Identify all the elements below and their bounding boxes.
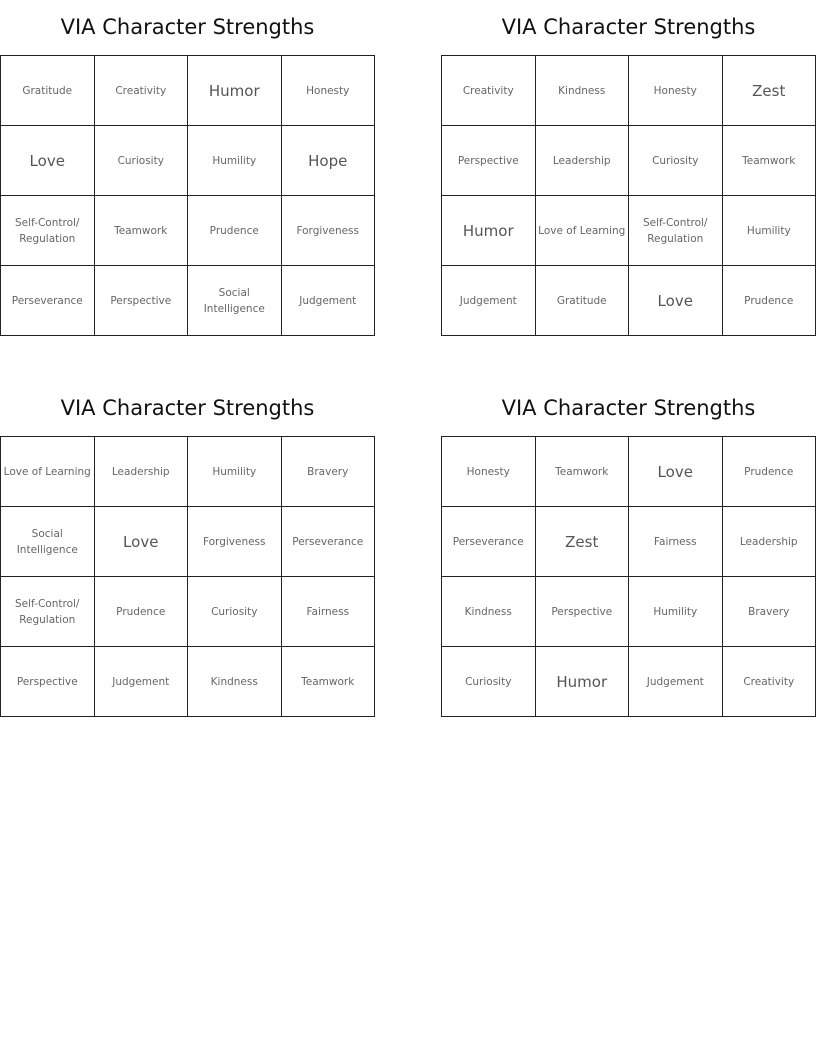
grid-cell: Social Intelligence [1,507,95,577]
grid-cell: Judgement [629,647,723,717]
card-title: VIA Character Strengths [60,396,315,420]
grid-cell: Honesty [282,56,376,126]
grid-cell: Self-Control/ Regulation [1,196,95,266]
grid-cell: Humility [629,577,723,647]
grid-cell: Creativity [442,56,536,126]
grid-cell: Honesty [629,56,723,126]
grid-cell: Kindness [188,647,282,717]
bingo-card-2 [441,0,816,336]
grid-cell: Curiosity [629,126,723,196]
grid-cell: Judgement [282,266,376,336]
bingo-card-4 [441,381,816,717]
grid-cell: Social Intelligence [188,266,282,336]
grid-cell: Zest [723,56,816,126]
grid-cell: Curiosity [442,647,536,717]
grid-cell: Curiosity [95,126,189,196]
grid-cell: Kindness [536,56,630,126]
grid-cell: Self-Control/ Regulation [629,196,723,266]
card-grid [0,436,375,717]
grid-cell: Teamwork [282,647,376,717]
grid-cell: Creativity [95,56,189,126]
grid-cell: Prudence [95,577,189,647]
grid-cell: Perspective [95,266,189,336]
grid-cell: Leadership [95,437,189,507]
grid-cell: Prudence [723,266,816,336]
grid-cell: Love [629,437,723,507]
grid-cell: Humor [442,196,536,266]
grid-cell: Love [95,507,189,577]
grid-cell: Zest [536,507,630,577]
grid-cell: Humility [188,437,282,507]
grid-cell: Judgement [95,647,189,717]
grid-cell: Perseverance [442,507,536,577]
grid-cell: Love of Learning [536,196,630,266]
grid-cell: Teamwork [95,196,189,266]
bingo-card-3 [0,381,375,717]
grid-cell: Perspective [442,126,536,196]
grid-cell: Teamwork [536,437,630,507]
grid-cell: Teamwork [723,126,816,196]
grid-cell: Humor [536,647,630,717]
grid-cell: Creativity [723,647,816,717]
card-grid [0,55,375,336]
grid-cell: Self-Control/ Regulation [1,577,95,647]
card-title: VIA Character Strengths [501,15,756,39]
grid-cell: Love [1,126,95,196]
grid-cell: Judgement [442,266,536,336]
grid-cell: Curiosity [188,577,282,647]
grid-cell: Humor [188,56,282,126]
grid-cell: Gratitude [1,56,95,126]
grid-cell: Bravery [282,437,376,507]
grid-cell: Fairness [282,577,376,647]
grid-cell: Perseverance [282,507,376,577]
grid-cell: Perseverance [1,266,95,336]
card-title: VIA Character Strengths [60,15,315,39]
grid-cell: Perspective [536,577,630,647]
bingo-card-1 [0,0,375,336]
grid-cell: Love of Learning [1,437,95,507]
card-title: VIA Character Strengths [501,396,756,420]
grid-cell: Kindness [442,577,536,647]
grid-cell: Forgiveness [188,507,282,577]
card-grid [441,436,816,717]
grid-cell: Bravery [723,577,816,647]
grid-cell: Honesty [442,437,536,507]
grid-cell: Leadership [723,507,816,577]
grid-cell: Fairness [629,507,723,577]
grid-cell: Love [629,266,723,336]
grid-cell: Prudence [723,437,816,507]
grid-cell: Gratitude [536,266,630,336]
grid-cell: Leadership [536,126,630,196]
grid-cell: Perspective [1,647,95,717]
grid-cell: Humility [723,196,816,266]
grid-cell: Prudence [188,196,282,266]
grid-cell: Hope [282,126,376,196]
grid-cell: Humility [188,126,282,196]
grid-cell: Forgiveness [282,196,376,266]
card-grid [441,55,816,336]
